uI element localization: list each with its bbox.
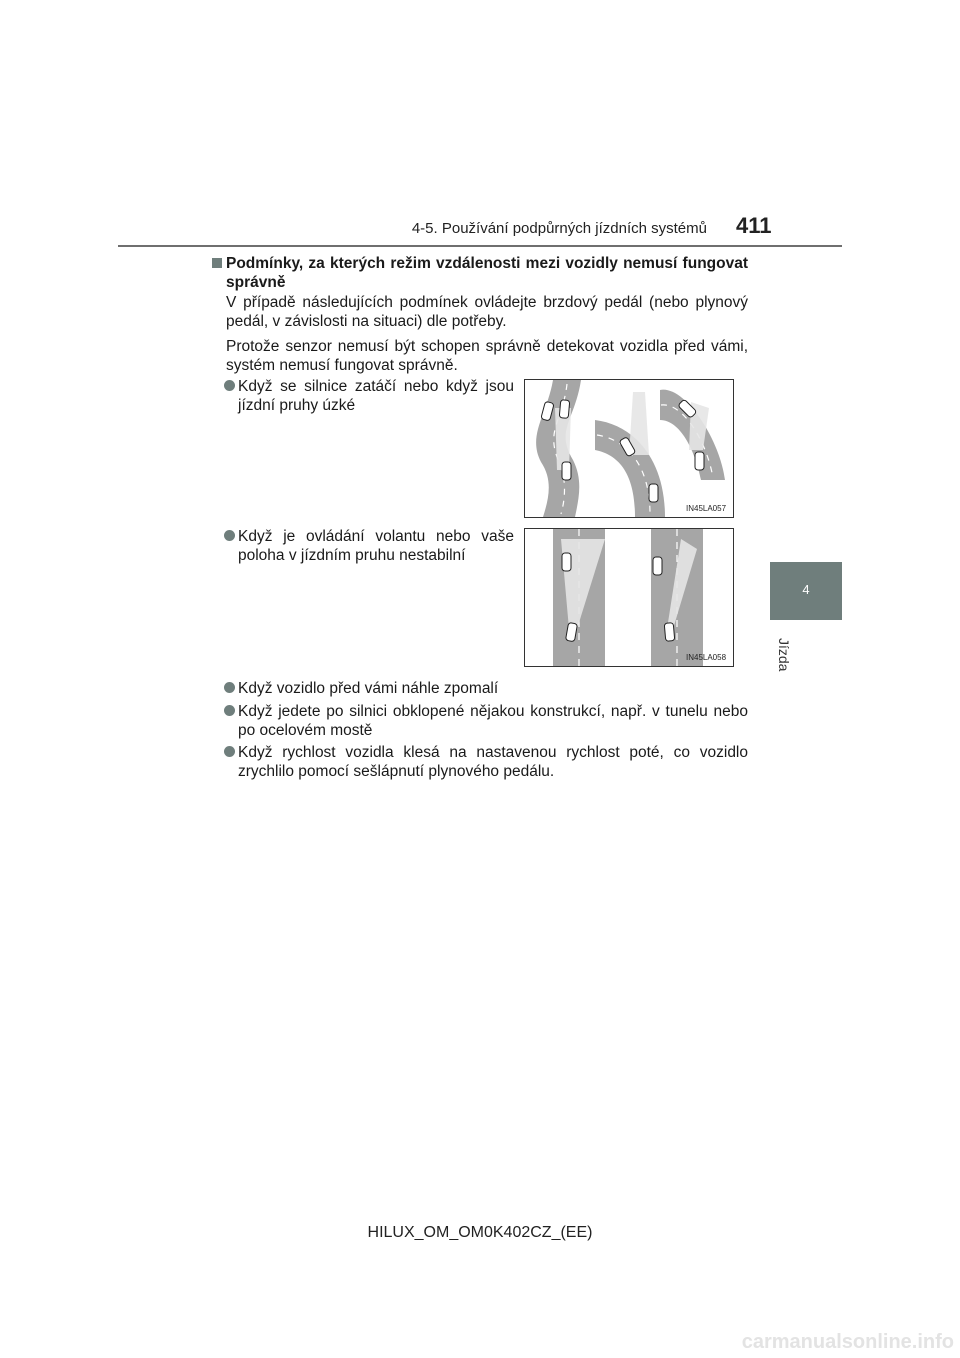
list-item-text: Když je ovládání volantu nebo vaše poloha v jízdním pruhu nestabilní: [238, 528, 514, 564]
list-item: [224, 527, 514, 565]
paragraph: V případě následujících podmínek ovládejte brzdový pedál (nebo plynový pedál, v závislosti na situaci) dle potřeby.: [226, 294, 748, 330]
figure-straight-road: [524, 528, 734, 667]
bullet-icon: [224, 746, 235, 757]
list-item-text: Když se silnice zatáčí nebo když jsou jízdní pruhy úzké: [238, 378, 514, 414]
curved-road-illustration: [525, 380, 733, 517]
watermark: carmanualsonline.info: [741, 1331, 954, 1353]
paragraph: Protože senzor nemusí být schopen správně detekovat vozidla před vámi, systém nemusí fungovat správně.: [226, 338, 748, 374]
chapter-label: [776, 628, 836, 672]
section-heading: [212, 254, 748, 292]
list-item-text: Když vozidlo před vámi náhle zpomalí: [238, 680, 499, 697]
figure-code: IN45LA058: [686, 653, 727, 662]
list-item-text: Když rychlost vozidla klesá na nastavenou rychlost poté, co vozidlo zrychlilo pomocí sešlápnutí plynového pedálu.: [238, 744, 748, 780]
list-item: [224, 377, 514, 415]
list-item: [224, 702, 748, 740]
straight-road-illustration: [525, 529, 733, 666]
header-divider: [118, 245, 842, 247]
chapter-number: 4: [802, 582, 810, 597]
list-item: [224, 679, 748, 698]
chapter-tab: [770, 562, 842, 620]
heading-square-icon: [212, 258, 222, 268]
bullet-icon: [224, 530, 235, 541]
list-item-text: Když jedete po silnici obklopené nějakou konstrukcí, např. v tunelu nebo po ocelovém mostě: [238, 703, 748, 739]
section-title: 4-5. Používání podpůrných jízdních systémů: [411, 220, 707, 237]
figure-curved-road: [524, 379, 734, 518]
list-item: [224, 743, 748, 781]
section-heading-text: Podmínky, za kterých režim vzdálenosti mezi vozidly nemusí fungovat správně: [226, 255, 748, 291]
document-code: HILUX_OM_OM0K402CZ_(EE): [367, 1224, 593, 1241]
page-number: 411: [736, 213, 772, 238]
figure-code: IN45LA057: [686, 504, 727, 513]
bullet-icon: [224, 380, 235, 391]
bullet-icon: [224, 705, 235, 716]
chapter-label-text: Jízda: [776, 638, 792, 672]
bullet-icon: [224, 682, 235, 693]
